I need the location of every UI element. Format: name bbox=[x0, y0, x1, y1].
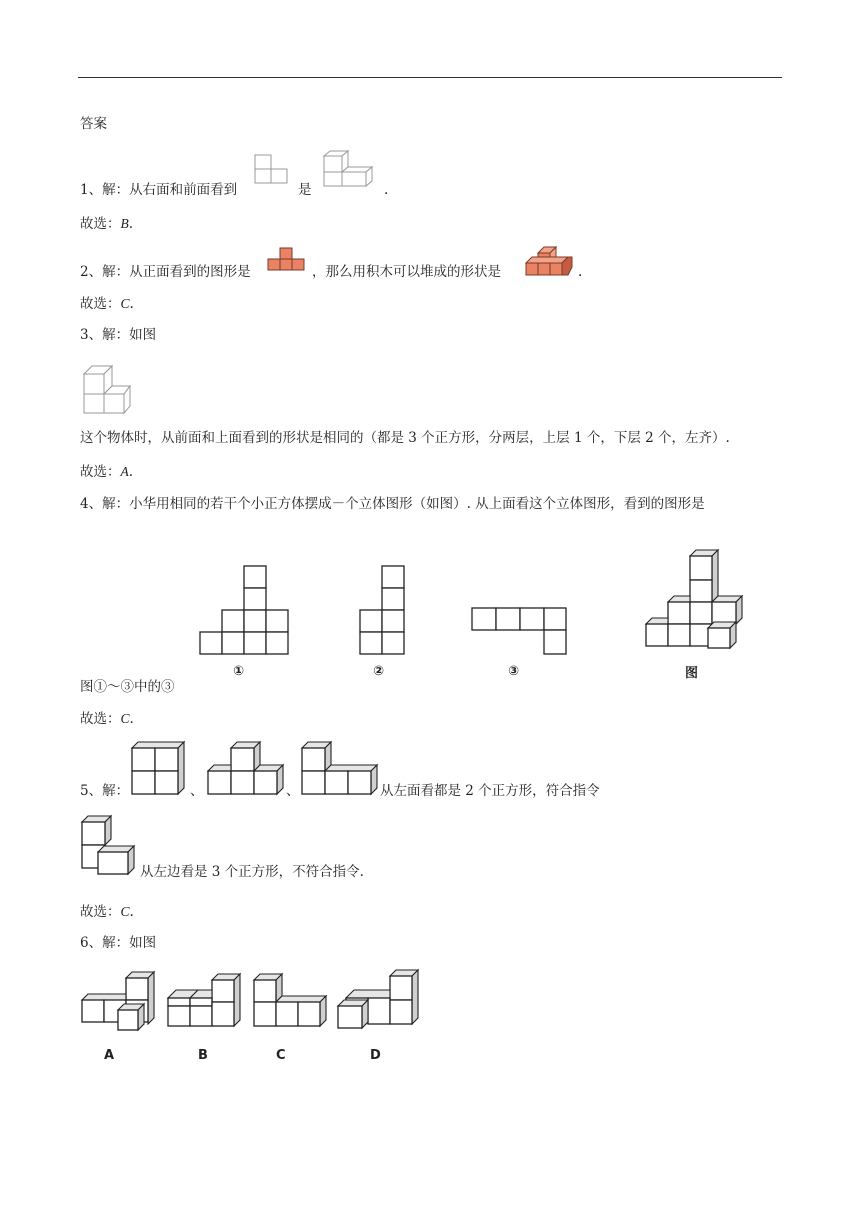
q3-answer: 故选：A. bbox=[80, 464, 134, 480]
q6-figure-b bbox=[164, 970, 244, 1030]
q2-answer: 故选：C. bbox=[80, 296, 134, 312]
q4-text: 4、解：小华用相同的若干个小正方体摆成－个立体图形（如图）. 从上面看这个立体图形，看到的图形是 bbox=[80, 496, 705, 512]
q4-conclusion: 图①～③中的③ bbox=[80, 679, 175, 695]
q5-figure-1 bbox=[130, 740, 188, 798]
q5-sep-1: 、 bbox=[190, 783, 204, 799]
q4-label-figure: 图 bbox=[685, 666, 699, 681]
q6-figure-c bbox=[250, 970, 330, 1030]
q4-figure-1 bbox=[196, 562, 296, 660]
q1-text: 1、解：从右面和前面看到 bbox=[80, 182, 238, 198]
q4-figure-3 bbox=[470, 606, 570, 658]
q5-sep-2: 、 bbox=[286, 783, 300, 799]
q5-tail-2: 从左边看是 3 个正方形，不符合指令. bbox=[140, 864, 364, 880]
q1-answer: 故选：B. bbox=[80, 216, 134, 232]
q2-solid-figure bbox=[524, 241, 583, 280]
q6-figure-d bbox=[336, 966, 422, 1032]
q6-label-a: A bbox=[104, 1048, 115, 1063]
q5-text: 5、解： bbox=[80, 783, 130, 799]
q6-label-c: C bbox=[276, 1048, 286, 1063]
q5-figure-3 bbox=[300, 740, 378, 798]
q2-text: 2、解：从正面看到的图形是 bbox=[80, 264, 251, 280]
q4-label-2: ② bbox=[373, 664, 385, 679]
q1-solid-figure bbox=[318, 150, 382, 188]
q4-answer: 故选：C. bbox=[80, 711, 134, 727]
q3-text: 3、解：如图 bbox=[80, 327, 157, 343]
header-rule bbox=[78, 77, 782, 78]
q2-mid: ，那么用积木可以堆成的形状是 bbox=[312, 264, 501, 280]
q4-solid-figure bbox=[642, 546, 746, 652]
q2-front-view bbox=[266, 246, 310, 276]
q1-view-figure bbox=[252, 153, 292, 187]
q6-label-d: D bbox=[370, 1048, 381, 1063]
q6-label-b: B bbox=[198, 1048, 208, 1063]
q4-label-3: ③ bbox=[508, 664, 520, 679]
q3-explanation: 这个物体时，从前面和上面看到的形状是相同的（都是 3 个正方形，分两层，上层 1 个，下层 2 个，左齐）. bbox=[80, 430, 730, 446]
answer-heading: 答案 bbox=[80, 116, 107, 132]
q5-figure-4 bbox=[80, 814, 138, 878]
q2-end: . bbox=[578, 264, 583, 280]
q6-figure-a bbox=[80, 968, 156, 1032]
q5-tail: 从左面看都是 2 个正方形，符合指令 bbox=[380, 783, 600, 799]
q1-end: . bbox=[384, 182, 389, 198]
q1-mid: 是 bbox=[298, 182, 312, 198]
q5-figure-2 bbox=[206, 740, 284, 798]
q5-answer: 故选：C. bbox=[80, 904, 134, 920]
q3-solid-figure bbox=[80, 356, 132, 414]
q4-label-1: ① bbox=[233, 664, 245, 679]
q6-text: 6、解：如图 bbox=[80, 935, 157, 951]
q4-figure-2 bbox=[358, 562, 410, 660]
